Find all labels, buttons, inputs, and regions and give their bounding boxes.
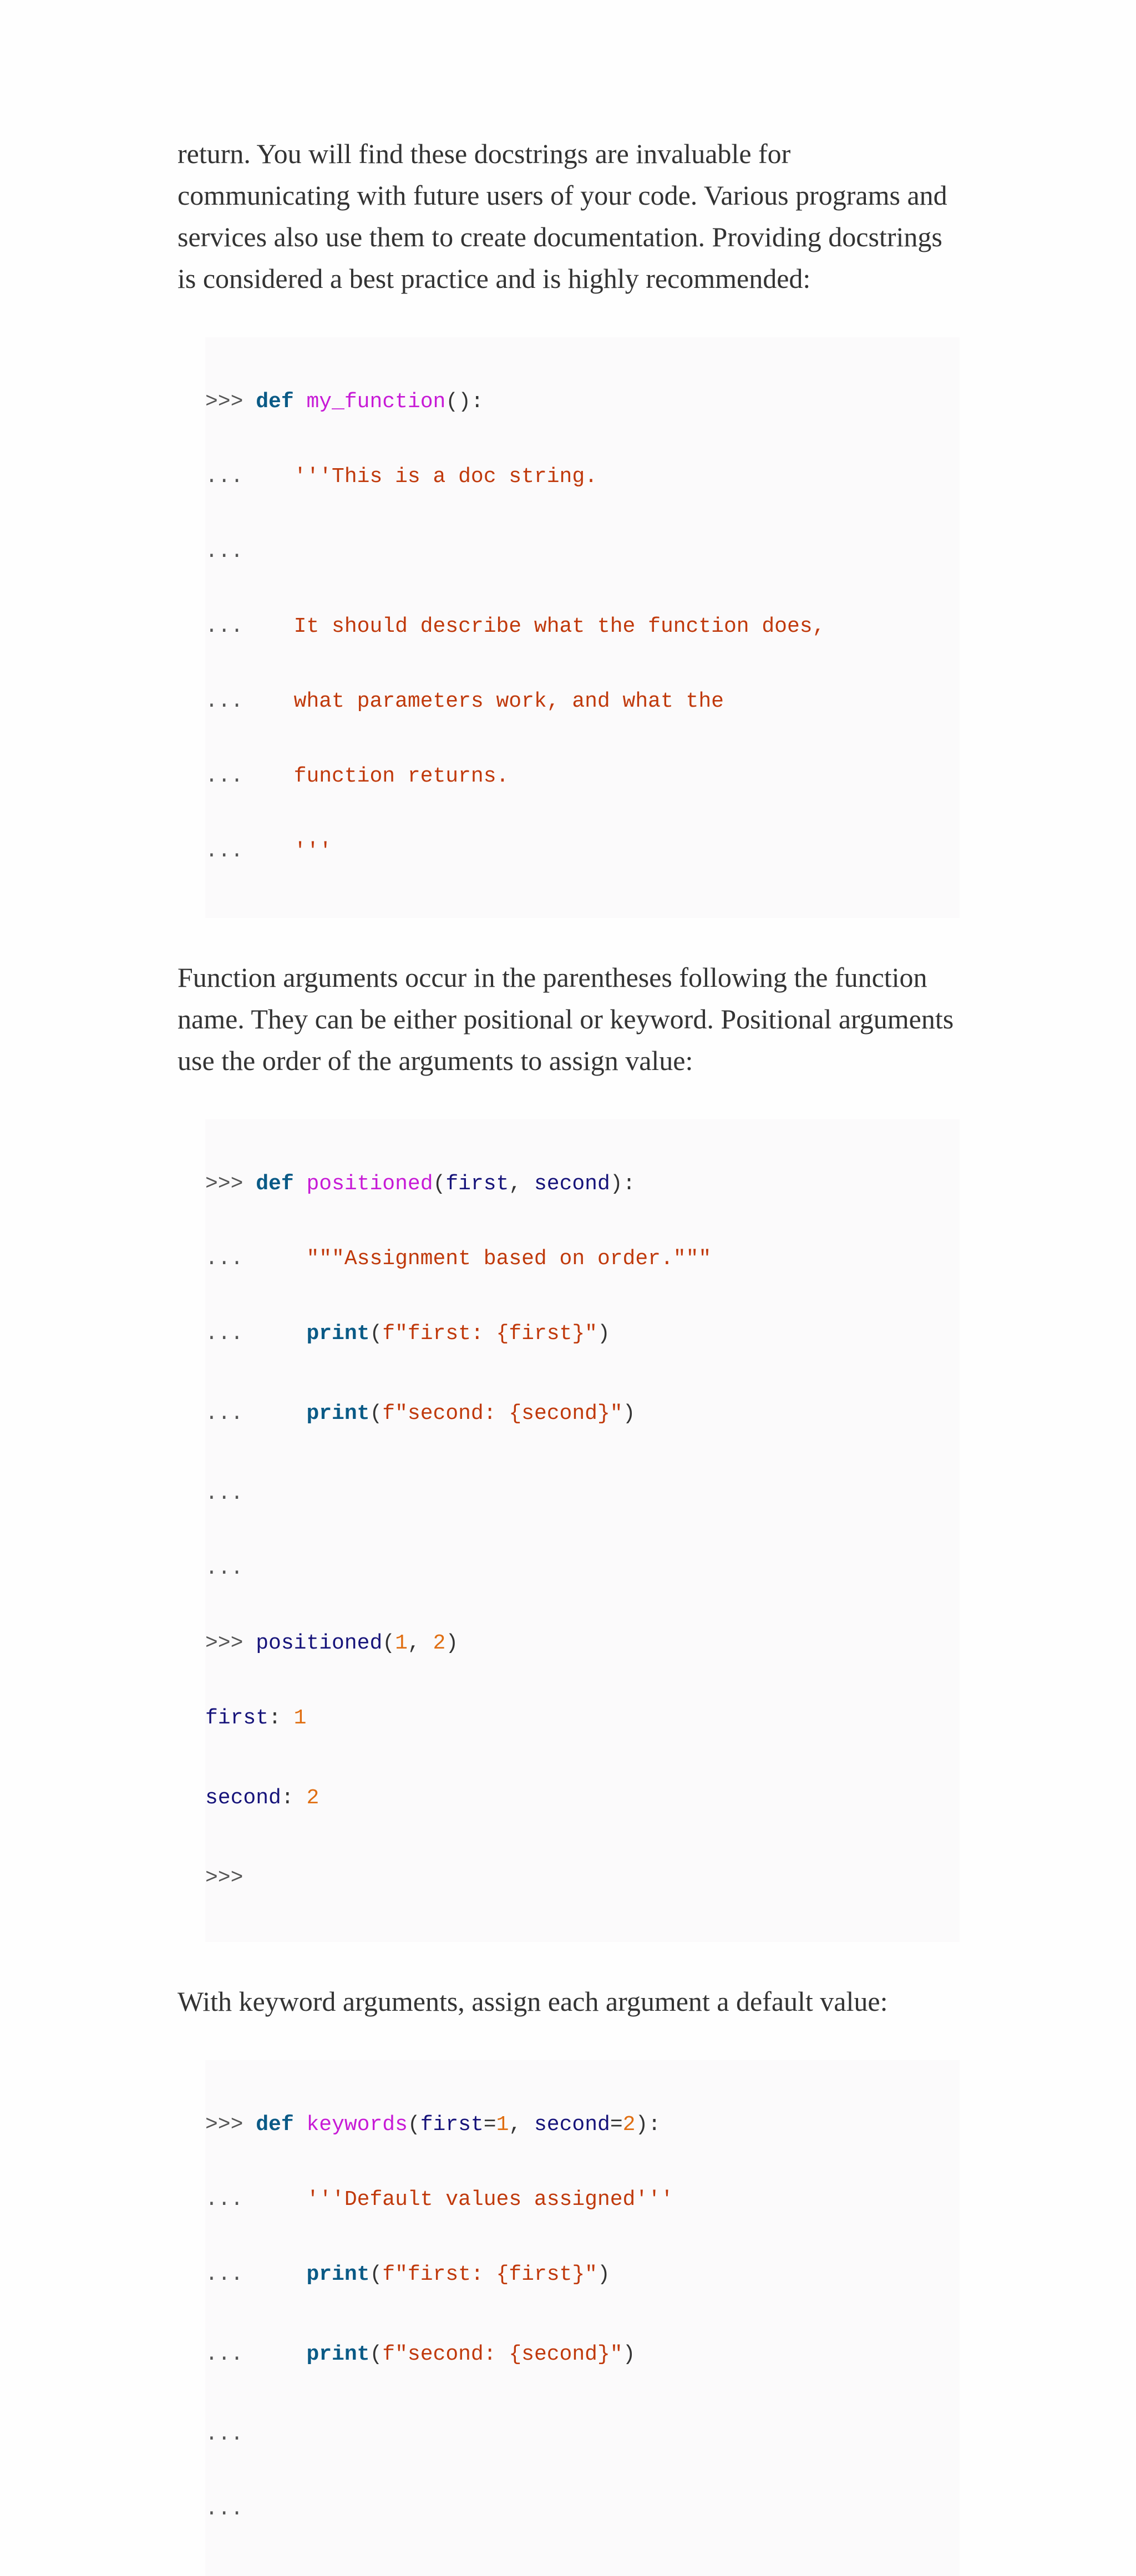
paren: ( bbox=[382, 1631, 395, 1655]
function-name: positioned bbox=[306, 1172, 433, 1196]
paren: ( bbox=[369, 1322, 383, 1346]
docstring: '''Default values assigned''' bbox=[306, 2188, 673, 2212]
continuation-prompt: ... bbox=[205, 1247, 244, 1271]
text-line: With keyword arguments, assign each argument a default value: bbox=[178, 1986, 888, 2017]
number: 1 bbox=[395, 1631, 408, 1655]
builtin-print: print bbox=[306, 2263, 370, 2286]
code-block-positioned bbox=[205, 1119, 960, 1942]
prompt: >>> bbox=[205, 2113, 244, 2137]
text-line: use the order of the arguments to assign value: bbox=[178, 1045, 693, 1076]
continuation-prompt: ... bbox=[205, 465, 244, 489]
default-value: 1 bbox=[496, 2113, 509, 2137]
paren: ): bbox=[635, 2113, 661, 2137]
prompt: >>> bbox=[205, 1631, 244, 1655]
paren: ( bbox=[369, 2263, 383, 2286]
output-label: first bbox=[205, 1706, 269, 1730]
continuation-prompt: ... bbox=[205, 2342, 244, 2366]
continuation-prompt: ... bbox=[205, 1402, 244, 1426]
fstring: f"second: {second}" bbox=[382, 2342, 623, 2366]
docstring-line: function returns. bbox=[293, 764, 509, 788]
docstring: """Assignment based on order.""" bbox=[306, 1247, 712, 1271]
paragraph-function-arguments bbox=[178, 957, 960, 1082]
text-line: name. They can be either positional or keyword. Positional arguments bbox=[178, 1003, 954, 1035]
prompt: >>> bbox=[205, 390, 244, 414]
equals: = bbox=[483, 2113, 496, 2137]
docstring-line: It should describe what the function does, bbox=[293, 615, 825, 638]
paragraph-keyword-arguments bbox=[178, 1981, 960, 2022]
text-line: communicating with future users of your code. Various programs and bbox=[178, 180, 947, 211]
prompt: >>> bbox=[205, 1172, 244, 1196]
paren: ( bbox=[407, 2113, 420, 2137]
paren: ( bbox=[433, 1172, 446, 1196]
continuation-prompt: ... bbox=[205, 689, 244, 713]
paragraph-docstrings bbox=[178, 133, 960, 300]
continuation-prompt: ... bbox=[205, 2188, 244, 2212]
paren: ) bbox=[445, 1631, 459, 1655]
colon: : bbox=[268, 1706, 294, 1730]
continuation-prompt: ... bbox=[205, 2497, 244, 2521]
signature: (): bbox=[445, 390, 484, 414]
continuation-prompt: ... bbox=[205, 764, 244, 788]
continuation-prompt: ... bbox=[205, 2263, 244, 2286]
equals: = bbox=[610, 2113, 623, 2137]
paren: ) bbox=[622, 1402, 636, 1426]
function-name: keywords bbox=[306, 2113, 408, 2137]
keyword-def: def bbox=[256, 2113, 294, 2137]
docstring-line: what parameters work, and what the bbox=[293, 689, 724, 713]
number: 2 bbox=[433, 1631, 446, 1655]
keyword-def: def bbox=[256, 1172, 294, 1196]
paren: ( bbox=[369, 1402, 383, 1426]
continuation-prompt: ... bbox=[205, 1556, 244, 1580]
text-line: return. You will find these docstrings are invaluable for bbox=[178, 138, 791, 169]
fstring: f"second: {second}" bbox=[382, 1402, 623, 1426]
document-page bbox=[178, 133, 960, 2576]
paren: ( bbox=[369, 2342, 383, 2366]
keyword-def: def bbox=[256, 390, 294, 414]
paren: ) bbox=[597, 2263, 610, 2286]
call-name: positioned bbox=[256, 1631, 383, 1655]
param-second: second bbox=[534, 2113, 610, 2137]
docstring-line: ''' bbox=[293, 839, 332, 863]
paren: ) bbox=[622, 2342, 636, 2366]
prompt: >>> bbox=[205, 1866, 244, 1890]
colon: : bbox=[281, 1786, 307, 1810]
paren: ): bbox=[610, 1172, 636, 1196]
continuation-prompt: ... bbox=[205, 1322, 244, 1346]
continuation-prompt: ... bbox=[205, 2422, 244, 2446]
continuation-prompt: ... bbox=[205, 615, 244, 638]
fstring: f"first: {first}" bbox=[382, 1322, 597, 1346]
comma: , bbox=[407, 1631, 433, 1655]
builtin-print: print bbox=[306, 1402, 370, 1426]
function-name: my_function bbox=[306, 390, 446, 414]
output-value: 1 bbox=[293, 1706, 307, 1730]
paren: ) bbox=[597, 1322, 610, 1346]
output-label: second bbox=[205, 1786, 281, 1810]
param-first: first bbox=[445, 1172, 509, 1196]
param-second: second bbox=[534, 1172, 610, 1196]
continuation-prompt: ... bbox=[205, 1482, 244, 1505]
default-value: 2 bbox=[622, 2113, 636, 2137]
continuation-prompt: ... bbox=[205, 839, 244, 863]
comma: , bbox=[509, 2113, 534, 2137]
fstring: f"first: {first}" bbox=[382, 2263, 597, 2286]
param-first: first bbox=[420, 2113, 484, 2137]
docstring-line: '''This is a doc string. bbox=[293, 465, 597, 489]
builtin-print: print bbox=[306, 1322, 370, 1346]
code-block-keywords bbox=[205, 2060, 960, 2576]
text-line: Function arguments occur in the parentheses following the function bbox=[178, 962, 927, 993]
comma: , bbox=[509, 1172, 534, 1196]
continuation-prompt: ... bbox=[205, 540, 244, 564]
builtin-print: print bbox=[306, 2342, 370, 2366]
text-line: is considered a best practice and is highly recommended: bbox=[178, 263, 811, 294]
code-block-my-function bbox=[205, 337, 960, 918]
text-line: services also use them to create documentation. Providing docstrings bbox=[178, 221, 942, 252]
output-value: 2 bbox=[306, 1786, 320, 1810]
